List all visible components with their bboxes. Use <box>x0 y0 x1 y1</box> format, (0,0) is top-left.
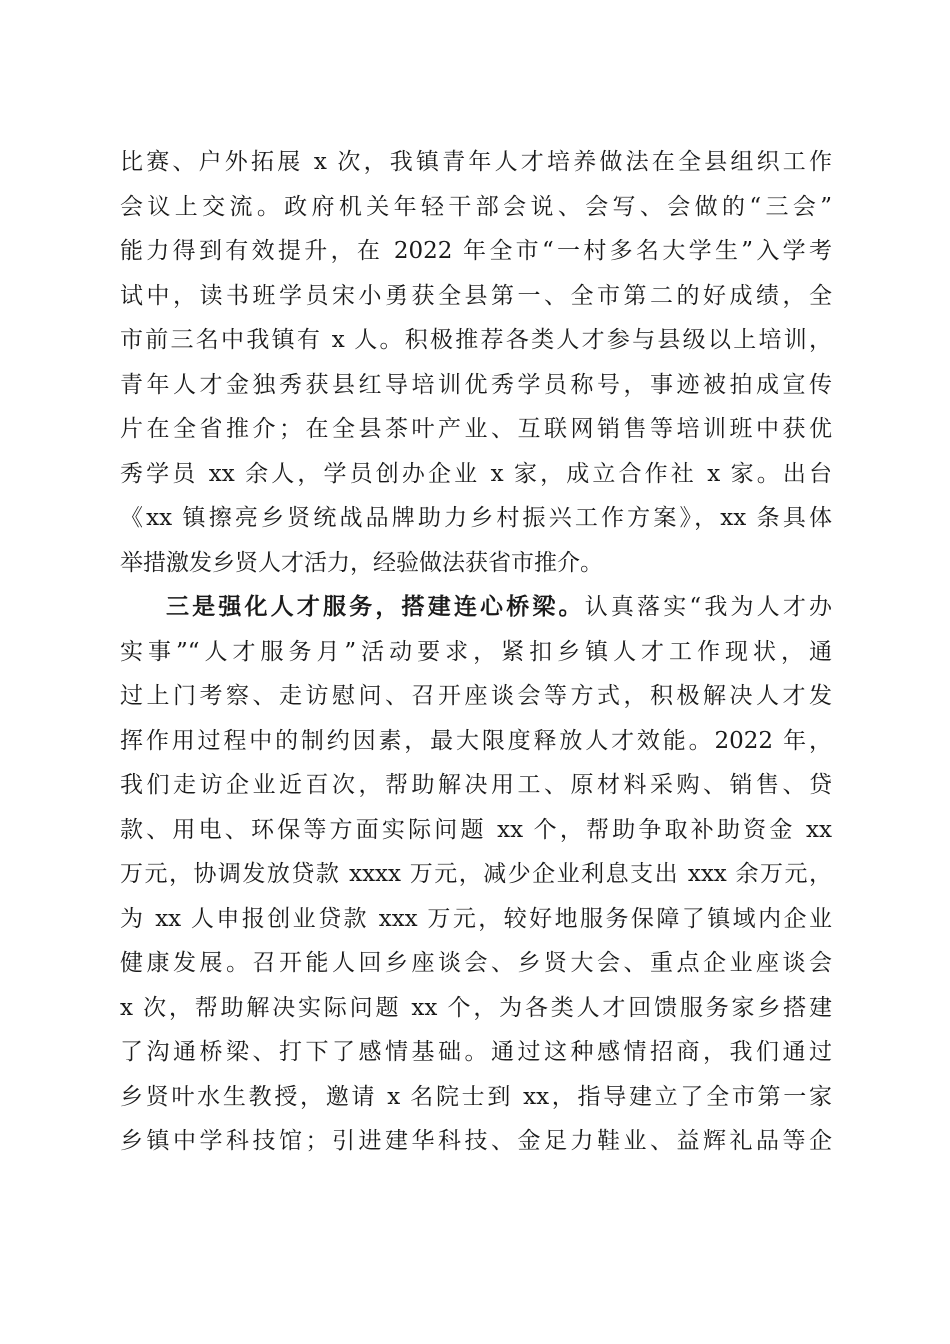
paragraph-first-line <box>120 585 832 630</box>
text-line: 挥作用过程中的制约因素，最大限度释放人才效能。2022 年， <box>120 727 832 754</box>
text-line: 试中，读书班学员宋小勇获全县第一、全市第二的好成绩，全 <box>120 282 832 309</box>
text-line: x 次，帮助解决实际问题 xx 个，为各类人才回馈服务家乡搭建 <box>120 994 832 1021</box>
text-line: 秀学员 xx 余人，学员创办企业 x 家，成立合作社 x 家。出台 <box>120 460 832 487</box>
text-line: 了沟通桥梁、打下了感情基础。通过这种感情招商，我们通过 <box>120 1039 832 1065</box>
text-line: 实事”“人才服务月”活动要求，紧扣乡镇人才工作现状，通 <box>120 638 832 665</box>
paragraph-2 <box>120 585 832 1164</box>
text-line: 乡贤叶水生教授，邀请 x 名院士到 xx，指导建立了全市第一家 <box>120 1083 832 1110</box>
text-run: 认真落实“我为人才办 <box>584 594 832 620</box>
paragraph-1 <box>120 140 832 585</box>
text-line: 款、用电、环保等方面实际问题 xx 个，帮助争取补助资金 xx <box>120 816 832 843</box>
text-line: 比赛、户外拓展 x 次，我镇青年人才培养做法在全县组织工作 <box>120 149 832 175</box>
text-line: 为 xx 人申报创业贷款 xxx 万元，较好地服务保障了镇域内企业 <box>120 905 832 932</box>
text-line: 青年人才金独秀获县红导培训优秀学员称号，事迹被拍成宣传 <box>120 371 832 398</box>
text-line: 过上门考察、走访慰问、召开座谈会等方式，积极解决人才发 <box>120 683 832 709</box>
text-line: 我们走访企业近百次，帮助解决用工、原材料采购、销售、贷 <box>120 772 832 798</box>
body-text <box>120 140 832 1164</box>
text-line: 会议上交流。政府机关年轻干部会说、会写、会做的“三会” <box>120 193 832 220</box>
paragraph-heading: 三是强化人才服务，搭建连心桥梁。 <box>166 593 585 620</box>
text-line: 《xx 镇擦亮乡贤统战品牌助力乡村振兴工作方案》，xx 条具体 <box>120 505 832 531</box>
text-line: 片在全省推介；在全县茶叶产业、互联网销售等培训班中获优 <box>120 416 832 442</box>
text-line: 举措激发乡贤人才活力，经验做法获省市推介。 <box>120 549 603 576</box>
text-line: 能力得到有效提升，在 2022 年全市“一村多名大学生”入学考 <box>120 238 832 264</box>
text-line: 乡镇中学科技馆；引进建华科技、金足力鞋业、益辉礼品等企 <box>120 1128 832 1154</box>
text-line: 市前三名中我镇有 x 人。积极推荐各类人才参与县级以上培训， <box>120 327 832 353</box>
text-line: 万元，协调发放贷款 xxxx 万元，减少企业利息支出 xxx 余万元， <box>120 861 832 887</box>
text-line: 健康发展。召开能人回乡座谈会、乡贤大会、重点企业座谈会 <box>120 950 832 976</box>
